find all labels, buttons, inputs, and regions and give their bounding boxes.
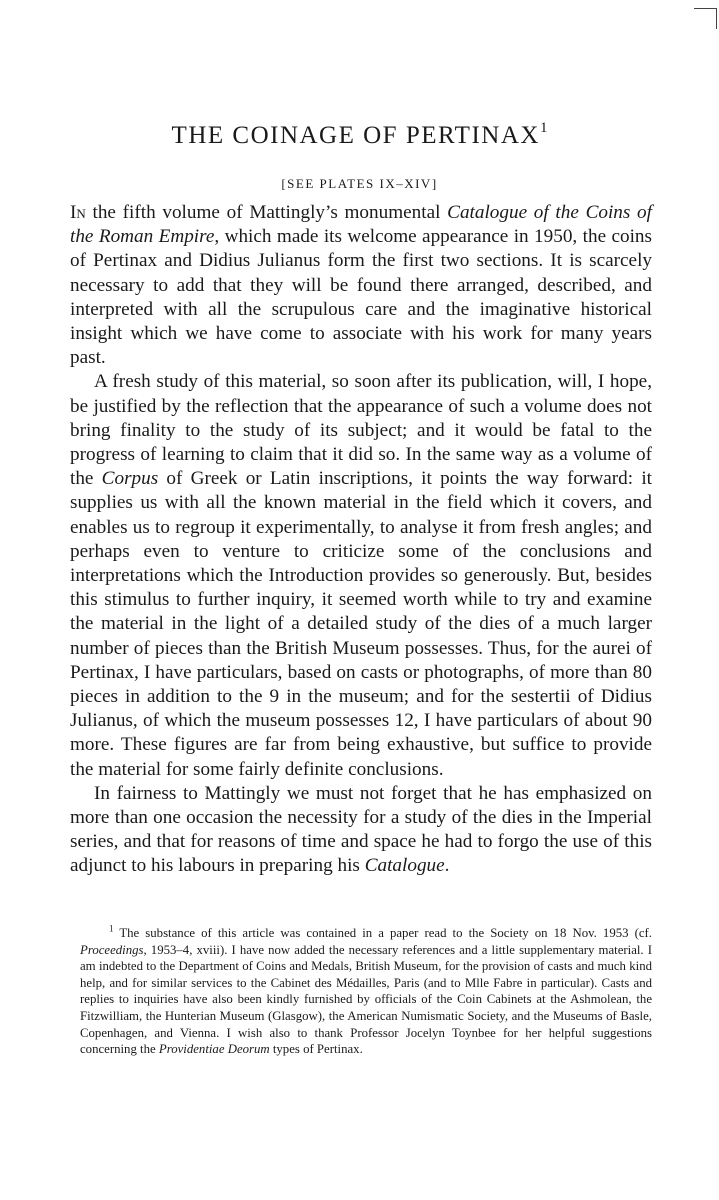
article-title-text: THE COINAGE OF PERTINAX xyxy=(171,122,540,149)
italic-title: Catalogue xyxy=(364,855,445,877)
paragraph-segment: A fresh study of this material, so soon after its publication, will, I hope, be justified by the reflection that the appearance of such a volume does not bring finality to the study of its subject; and it would be fatal to the progress of learning to claim that it did so. In the same way as a volume of the xyxy=(70,371,652,490)
italic-title: Proceedings xyxy=(80,942,144,957)
italic-title: Corpus xyxy=(101,468,159,490)
paragraph xyxy=(70,370,652,781)
article-body xyxy=(70,201,652,879)
italic-title: Catalogue of the Coins of the Roman Empire xyxy=(70,202,652,248)
footnote-mark: 1 xyxy=(109,923,114,934)
footnote-segment: The substance of this article was contained in a paper read to the Society on 18 Nov. 1953 (cf. xyxy=(113,926,652,940)
paragraph-segment: the fifth volume of Mattingly’s monumental xyxy=(85,202,448,223)
article-title xyxy=(0,122,719,150)
crop-corner-mark xyxy=(694,8,717,29)
plates-note: [SEE PLATES IX–XIV] xyxy=(281,176,438,191)
paragraph xyxy=(70,782,652,879)
paragraph-segment: of Greek or Latin inscriptions, it points the way forward: it supplies us with all the known material in the field which it covers, and enables us to regroup it experimentally, to analyse it from fresh angles; and perhaps even to venture to criticize some of the conclusions and interpretations which the Introduction provides so generously. But, besides this stimulus to further inquiry, it seemed worth while to try and examine the material in the light of a detailed study of the dies of a much larger number of pieces than the British Museum possesses. Thus, for the aurei of Pertinax, I have particulars, based on casts or photographs, of more than 80 pieces in addition to the 9 in the museum; and for the sestertii of Didius Julianus, of which the museum possesses 12, I have particulars of about 90 more. These figures are far from being exhaustive, but suffice to provide the material for some fairly definite conclusions. xyxy=(70,468,652,780)
footnote-segment: types of Pertinax. xyxy=(269,1042,363,1057)
footnote xyxy=(80,925,652,1058)
drop-lead-word: In xyxy=(70,202,86,223)
paragraph xyxy=(70,201,652,370)
paragraph-segment: . xyxy=(444,855,450,877)
footnote-reference: 1 xyxy=(539,120,548,136)
italic-title: Providentiae Deorum xyxy=(158,1042,270,1057)
footnote-segment: , 1953–4, xviii). I have now added the necessary references and a little supplementary material. I am indebted to the Department of Coins and Medals, British Museum, for the provision of casts and much kind help, and for similar services to the Cabinet des Médailles, Paris (and to Mlle Fabre in particular). Casts and replies to inquiries have also been kindly furnished by officials of the Coin Cabinets at the Ashmolean, the Fitzwilliam, the Hunterian Museum (Glasgow), the American Numismatic Society, and the Museums of Basle, Copenhagen, and Vienna. I wish also to thank Professor Jocelyn Toynbee for her helpful suggestions concerning the xyxy=(80,942,652,1057)
paragraph-segment: In fairness to Mattingly we must not forget that he has emphasized on more than one occasion the necessity for a study of the dies in the Imperial series, and that for reasons of time and space he had to forgo the use of this adjunct to his labours in preparing his xyxy=(70,782,652,877)
paragraph-segment: , which made its welcome appearance in 1950, the coins of Pertinax and Didius Julianus form the first two sections. It is scarcely necessary to add that they will be found there arranged, described, and interpreted with all the scrupulous care and the imaginative historical insight which we have come to associate with his work for many years past. xyxy=(70,226,652,369)
